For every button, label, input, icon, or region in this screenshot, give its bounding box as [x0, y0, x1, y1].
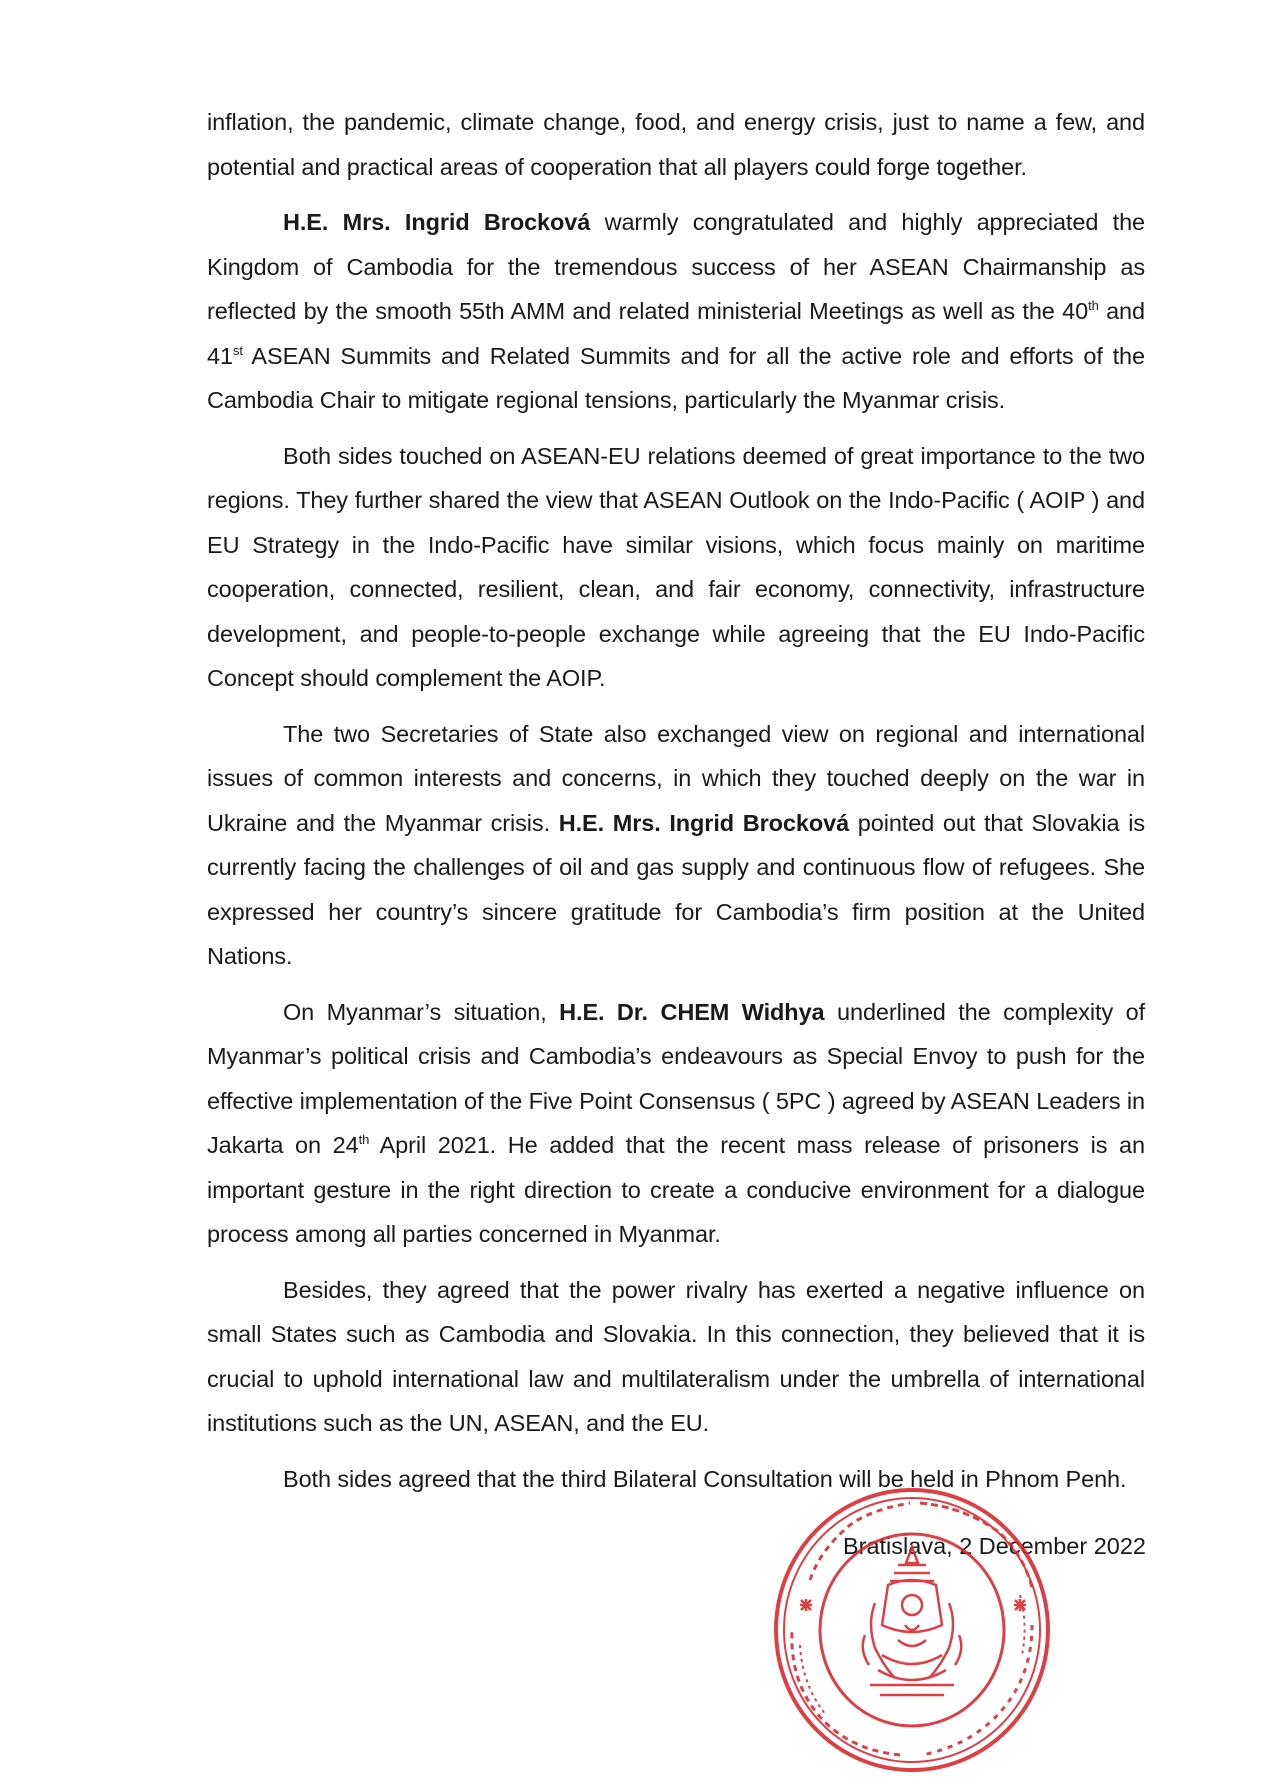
bold-name-run: H.E. Dr. CHEM Widhya	[559, 998, 825, 1025]
text-run: ASEAN Summits and Related Summits and for all the active role and efforts of the Cambodia Chair to mitigate regional tensions, particularly the Myanmar crisis.	[207, 342, 1145, 413]
text-run: inflation, the pandemic, climate change, food, and energy crisis, just to name a few, and potential and practical areas of cooperation that all players could forge together.	[207, 109, 1145, 180]
ordinal-suffix: th	[1088, 298, 1099, 314]
text-run: April 2021. He added that the recent mass release of prisoners is an important gesture in the right direction to create a conducive environment for a dialogue process among all parties concerned in Myanmar.	[207, 1132, 1145, 1247]
document-body	[207, 100, 1145, 1512]
place-date-line: Bratislava, 2 December 2022	[842, 1533, 1146, 1559]
paragraph-regional-issues	[207, 712, 1145, 979]
paragraph-congratulations	[207, 200, 1145, 423]
text-run: On Myanmar’s situation,	[283, 998, 560, 1025]
text-run: underlined the complexity of Myanmar’s political crisis and Cambodia’s endeavours as Special Envoy to push for the effective implementation of the Five Point Consensus ( 5PC ) agreed by ASEAN Leaders in Jakarta on 24	[207, 998, 1146, 1158]
ordinal-suffix: st	[232, 342, 243, 358]
ordinal-suffix: th	[358, 1132, 370, 1148]
text-run: Both sides agreed that the third Bilateral Consultation will be held in Phnom Penh.	[283, 1465, 1127, 1492]
seal-star-marks	[800, 1599, 1026, 1611]
paragraph-power-rivalry	[207, 1268, 1145, 1446]
official-seal-stamp	[770, 1485, 1055, 1775]
text-run: pointed out that Slovakia is currently facing the challenges of oil and gas supply and continuous flow of refugees. She expressed her country’s sincere gratitude for Cambodia’s firm position at the United Nations.	[207, 809, 1145, 969]
bold-name-run: H.E. Mrs. Ingrid Brocková	[558, 809, 850, 836]
text-run: Both sides touched on ASEAN-EU relations deemed of great importance to the two regions. They further shared the view that ASEAN Outlook on the Indo-Pacific ( AOIP ) and EU Strategy in the Indo-Pacific have similar visions, which focus mainly on maritime cooperation, connected, resilient, clean, and fair economy, connectivity, infrastructure development, and people-to-people exchange while agreeing that the EU Indo-Pacific Concept should complement the AOIP.	[207, 442, 1145, 691]
paragraph-inflation	[207, 100, 1145, 189]
seal-emblem	[863, 1547, 962, 1695]
paragraph-asean-eu-relations	[207, 434, 1145, 701]
text-run: and 41	[207, 298, 1145, 369]
paragraph-myanmar-situation	[207, 990, 1145, 1257]
text-run: The two Secretaries of State also exchanged view on regional and international issues of common interests and concerns, in which they touched deeply on the war in Ukraine and the Myanmar crisis.	[207, 720, 1145, 836]
text-run: warmly congratulated and highly appreciated the Kingdom of Cambodia for the tremendous success of her ASEAN Chairmanship as reflected by the smooth 55th AMM and related ministerial Meetings as well as the 40	[207, 209, 1146, 324]
bold-name-run: H.E. Mrs. Ingrid Brocková	[283, 209, 591, 235]
text-run: Besides, they agreed that the power rivalry has exerted a negative influence on small States such as Cambodia and Slovakia. In this connection, they believed that it is crucial to uphold international law and multilateralism under the umbrella of international institutions such as the UN, ASEAN, and the EU.	[207, 1276, 1145, 1436]
